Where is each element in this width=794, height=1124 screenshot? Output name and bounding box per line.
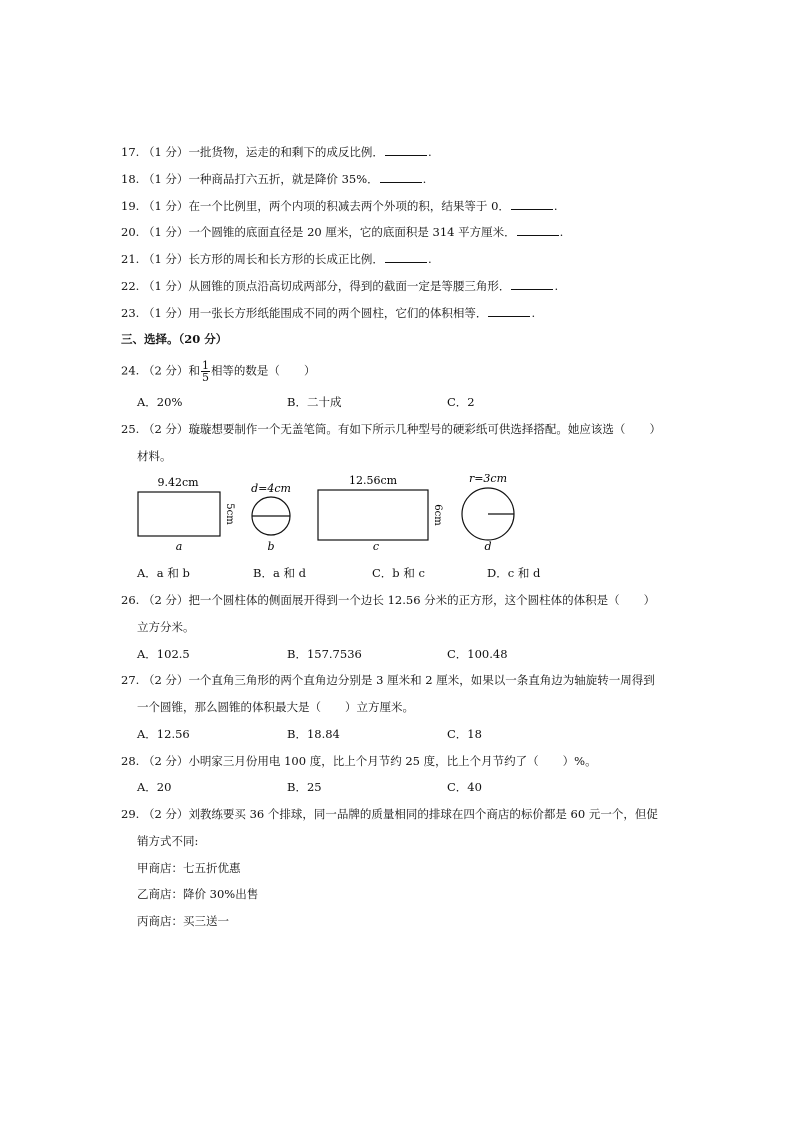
store-jia: 甲商店：七五折优惠 — [137, 861, 241, 875]
answer-blank[interactable] — [517, 224, 559, 236]
question-number: 29. — [121, 807, 140, 821]
section-heading: 三、选择。（20 分） — [121, 332, 228, 346]
fraction — [201, 360, 210, 383]
question-number: 24. — [121, 363, 140, 378]
question-score: （2 分） — [142, 754, 189, 768]
question-score: （2 分） — [142, 807, 189, 821]
option-b[interactable]: B．18.84 — [287, 727, 340, 741]
option-a[interactable]: A．20% — [137, 395, 183, 409]
question-26 — [121, 592, 655, 608]
question-24 — [121, 360, 315, 383]
shape-c-rectangle — [318, 490, 428, 540]
shape-c-width-label: 12.56cm — [348, 474, 398, 487]
question-text: 用一张长方形纸能围成不同的两个圆柱，它们的体积相等． — [188, 306, 488, 320]
question-20 — [121, 224, 563, 240]
question-28 — [121, 753, 597, 769]
question-text: 把一个圆柱体的侧面展开得到一个边长 12.56 分米的正方形，这个圆柱体的体积是（ — [188, 593, 620, 607]
option-c[interactable]: C．b 和 c — [372, 566, 425, 580]
question-end: . — [531, 306, 536, 320]
question-text: 小明家三月份用电 100 度，比上个月节约 25 度，比上个月节约了（ — [188, 754, 539, 768]
option-a[interactable]: A．12.56 — [137, 727, 190, 741]
answer-blank[interactable] — [511, 278, 553, 290]
question-score: （1 分） — [142, 252, 189, 266]
shape-b-dim-label: d=4cm — [251, 482, 291, 495]
question-27-line2 — [137, 699, 414, 715]
question-number: 25. — [121, 422, 140, 436]
question-29 — [121, 806, 658, 822]
option-c[interactable]: C．100.48 — [447, 647, 508, 661]
question-text: 璇璇想要制作一个无盖笔筒。有如下所示几种型号的硬彩纸可供选择搭配。她应该选（ — [188, 422, 626, 436]
option-b[interactable]: B．二十成 — [287, 395, 342, 409]
option-c[interactable]: C．40 — [447, 780, 482, 794]
option-b[interactable]: B．157.7536 — [287, 647, 362, 661]
question-text: 相等的数是（ — [210, 363, 280, 378]
question-score: （1 分） — [142, 172, 189, 186]
question-end: . — [553, 199, 558, 213]
question-number: 26. — [121, 593, 140, 607]
question-number: 18. — [121, 172, 140, 186]
question-21 — [121, 251, 432, 267]
question-score: （2 分） — [142, 593, 189, 607]
question-text: 从圆锥的顶点沿高切成两部分，得到的截面一定是等腰三角形． — [188, 279, 511, 293]
question-25-line2: 材料。 — [137, 449, 172, 463]
store-bing: 丙商店：买三送一 — [137, 914, 229, 928]
option-c[interactable]: C．18 — [447, 727, 482, 741]
question-score: （1 分） — [142, 279, 189, 293]
question-number: 23. — [121, 306, 140, 320]
question-text: 一批货物，运走的和剩下的成反比例． — [188, 145, 384, 159]
question-22 — [121, 278, 558, 294]
answer-blank[interactable] — [385, 251, 427, 263]
question-text: 长方形的周长和长方形的长成正比例． — [188, 252, 384, 266]
question-number: 22. — [121, 279, 140, 293]
question-text: ） — [649, 422, 661, 436]
shape-a-width-label: 9.42cm — [157, 476, 199, 489]
question-end: . — [559, 225, 564, 239]
shape-c-height-label: 6cm — [432, 504, 443, 526]
question-end: . — [427, 252, 432, 266]
question-text: 一种商品打六五折，就是降价 35%． — [188, 172, 379, 186]
question-text: ）立方厘米。 — [345, 700, 414, 714]
fraction-denominator: 5 — [201, 371, 209, 384]
question-text: 一个直角三角形的两个直角边分别是 3 厘米和 2 厘米，如果以一条直角边为轴旋转一周得到 — [188, 673, 655, 687]
question-17 — [121, 144, 432, 160]
shape-a-height-label: 5cm — [224, 503, 235, 525]
question-score: （2 分） — [142, 422, 189, 436]
fraction-numerator: 1 — [201, 359, 209, 372]
question-score: （1 分） — [142, 225, 189, 239]
question-number: 17. — [121, 145, 140, 159]
question-end: . — [554, 279, 559, 293]
question-text: ）%。 — [562, 754, 597, 768]
question-text: ） — [303, 363, 316, 378]
question-score: （2 分） — [142, 363, 189, 378]
question-text: ） — [643, 593, 656, 607]
question-23 — [121, 305, 535, 321]
question-29-line2: 销方式不同: — [137, 834, 199, 848]
option-d[interactable]: D．c 和 d — [487, 566, 541, 580]
question-text: 和 — [188, 363, 200, 378]
question-number: 27. — [121, 673, 140, 687]
question-number: 21. — [121, 252, 140, 266]
question-number: 28. — [121, 754, 140, 768]
question-end: . — [427, 145, 432, 159]
option-c[interactable]: C．2 — [447, 395, 475, 409]
answer-blank[interactable] — [511, 198, 553, 210]
answer-blank[interactable] — [488, 305, 530, 317]
shape-d-dim-label: r=3cm — [468, 472, 508, 485]
answer-blank[interactable] — [380, 171, 422, 183]
question-score: （1 分） — [142, 199, 189, 213]
paper-shapes-figure — [0, 470, 794, 560]
question-text: 一个圆锥，那么圆锥的体积最大是（ — [137, 700, 321, 714]
question-19 — [121, 198, 558, 214]
question-text: 刘教练要买 36 个排球，同一品牌的质量相同的排球在四个商店的标价都是 60 元一个，但促 — [188, 807, 658, 821]
question-text: 在一个比例里，两个内项的积减去两个外项的积，结果等于 0． — [188, 199, 510, 213]
question-score: （2 分） — [142, 673, 189, 687]
option-a[interactable]: A．a 和 b — [137, 566, 190, 580]
question-text: 一个圆锥的底面直径是 20 厘米，它的底面积是 314 平方厘米． — [188, 225, 516, 239]
shape-d-label: d — [484, 540, 492, 553]
shape-c-label: c — [372, 540, 380, 553]
question-score: （1 分） — [142, 145, 189, 159]
store-yi: 乙商店：降价 30%出售 — [137, 887, 259, 901]
shape-b-label: b — [267, 540, 275, 553]
option-a[interactable]: A．102.5 — [137, 647, 190, 661]
shape-a-rectangle — [138, 492, 220, 536]
option-b[interactable]: B．25 — [287, 780, 322, 794]
question-end: . — [422, 172, 427, 186]
question-18 — [121, 171, 426, 187]
question-number: 19. — [121, 199, 140, 213]
question-27 — [121, 672, 655, 688]
question-score: （1 分） — [142, 306, 189, 320]
answer-blank[interactable] — [385, 144, 427, 156]
option-a[interactable]: A．20 — [137, 780, 172, 794]
question-number: 20. — [121, 225, 140, 239]
question-26-line2: 立方分米。 — [137, 620, 195, 634]
shape-a-label: a — [175, 540, 183, 553]
question-25 — [121, 421, 661, 437]
option-b[interactable]: B．a 和 d — [253, 566, 306, 580]
